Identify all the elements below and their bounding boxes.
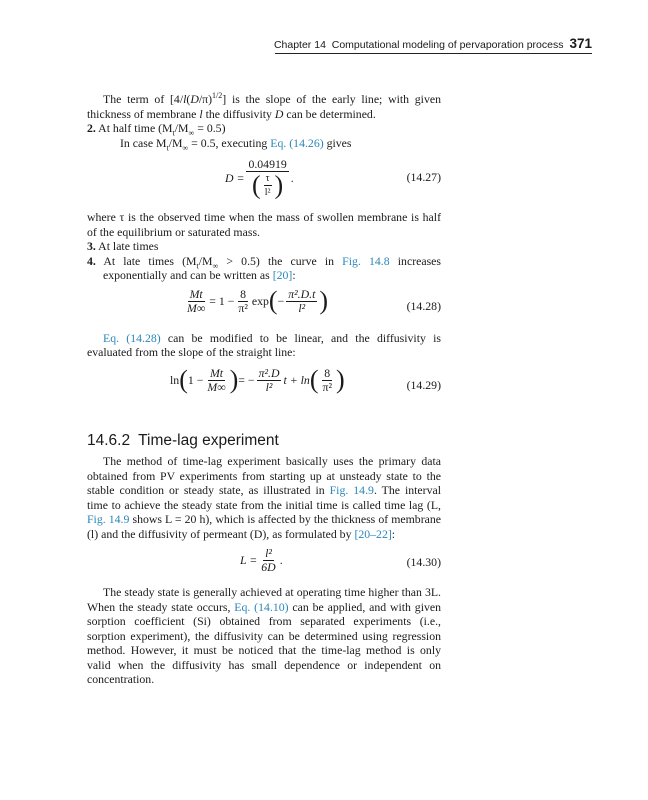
paragraph-eq28: Eq. (14.28) can be modified to be linear, and the diffusivity is evaluated from the slope of the straight line:	[87, 330, 441, 359]
equation-number: (14.28)	[406, 298, 441, 313]
section-heading: 14.6.2 Time-lag experiment	[87, 431, 279, 449]
ref-link-20-22[interactable]: [20–22]	[354, 526, 392, 541]
eq-link-14-28[interactable]: Eq. (14.28)	[103, 330, 161, 345]
header-rule	[275, 53, 592, 54]
fig-link-14-9[interactable]: Fig. 14.9	[329, 483, 374, 497]
page-number: 371	[569, 36, 592, 51]
header-text	[274, 36, 592, 51]
paragraph-steady-state: The steady state is generally achieved at operating time higher than 3L. When the steady state occurs, Eq. (14.10) can be applied, and with given sorption coefficient (Si) obtained from separated experiments (i.e., sorption experiment), the diffusivity can be determined using regression method. However, it must be noticed that the time-lag method is only valid when the diffusivity has small dependence or independent on concentration.	[87, 585, 442, 686]
fig-link-14-9-b[interactable]: Fig. 14.9	[87, 512, 130, 526]
header-title: Computational modeling of pervaporation process	[331, 39, 564, 51]
equation-14-28: $\frac{Mt}{M\infty}$ = 1 − $\frac{8}{\text{π²}}$ exp ( − $\frac{\text{π².D.t}}{\text{l²}}$ ) (14.28)	[187, 286, 441, 315]
running-header	[0, 0, 648, 56]
paragraph-where: where τ is the observed time when the mass of swollen membrane is half of the equilibrium or saturated mass.	[87, 210, 441, 239]
header-chapter: Chapter 14	[273, 39, 326, 51]
equation-14-30: L = $\frac{\text{l²}}{6D}$ . (14.30)	[240, 546, 441, 574]
paragraph-time-lag: The method of time-lag experiment basically uses the primary data obtained from PV experiments from starting up at unsteady state to the stable condition or steady state, as illustrated in Fig. 14.9. The interval time to achieve the steady state from the initial time is called time lag (L, Fig. 14.9 shows L = 20 h), which is affected by the thickness of membrane (l) and the diffusivity of permeant (D), as formulated by [20–22]:	[87, 454, 442, 541]
eq-link-14-26[interactable]: Eq. (14.26)	[270, 135, 324, 150]
list-item-2: 2. At half time $(M_t/M_\infty = 0.5)$	[87, 121, 226, 138]
paragraph-term: The term of $[4/l(D/\pi)^{1/2}]$ is the slope of the early line; with given thickness of membrane l the diffusivity D can be determined.	[87, 91, 441, 121]
equation-14-29: ln ( 1 − $\frac{Mt}{M\infty}$ ) = − $\frac{\text{π².D}}{\text{l²}}$ t + ln ( $\frac{8}{\text{π²}}$ ) (14.29)	[170, 365, 441, 394]
equation-14-27: D = 0.04919 ( $\frac{\tau}{\text{l²}}$ ) . (14.27)	[225, 157, 441, 200]
equation-number: (14.30)	[406, 555, 441, 569]
list-item-2-sub: In case $M_t/M_\infty = 0.5$, executing Eq. (14.26) gives	[120, 135, 352, 152]
equation-number: (14.29)	[406, 377, 441, 392]
list-item-3: 3. At late times	[87, 239, 159, 253]
equation-number: (14.27)	[406, 170, 441, 184]
list-item-4: 4. At late times $(M_t/M_\infty > 0.5)$ the curve in Fig. 14.8 increases exponentially and can be written as [20]:	[87, 253, 442, 282]
page-body	[87, 92, 441, 687]
fig-link-14-8[interactable]: Fig. 14.8	[342, 253, 390, 268]
ref-link-20[interactable]: [20]	[272, 268, 293, 282]
eq-link-14-10[interactable]: Eq. (14.10)	[234, 599, 289, 614]
